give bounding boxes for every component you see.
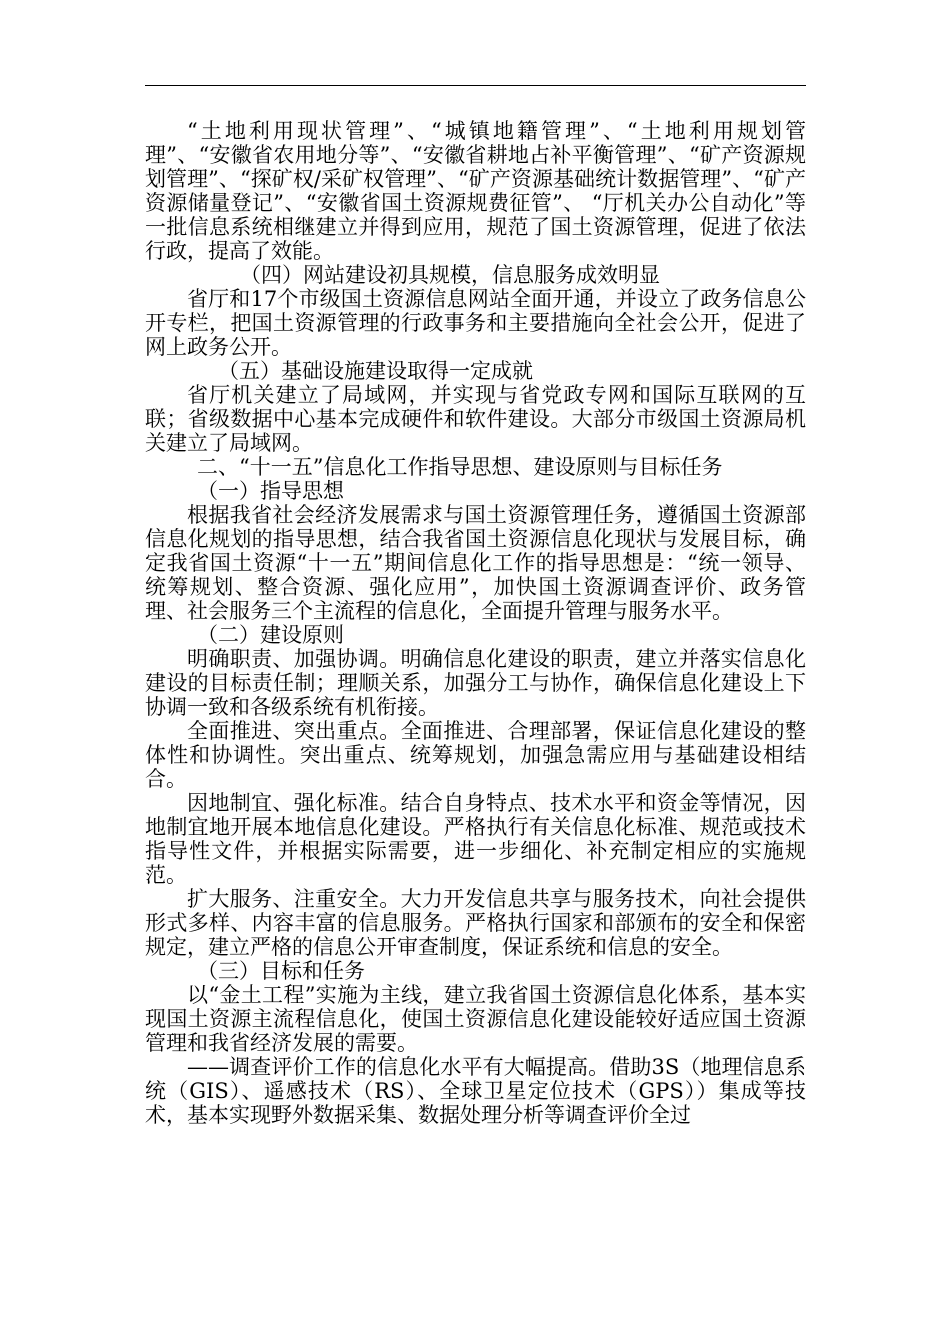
paragraph-principle-priorities: 全面推进、突出重点。全面推进、合理部署，保证信息化建设的整体性和协调性。突出重点、统筹规划，加强急需应用与基础建设相结合。 xyxy=(145,719,806,791)
paragraph-principle-security: 扩大服务、注重安全。大力开发信息共享与服务技术，向社会提供形式多样、内容丰富的信息服务。严格执行国家和部颁布的安全和保密规定，建立严格的信息公开审查制度，保证系统和信息的安全。 xyxy=(145,887,806,959)
header-rule xyxy=(145,85,806,86)
section-heading-websites: （四）网站建设初具规模，信息服务成效明显 xyxy=(240,263,660,287)
section-heading-infrastructure: （五）基础设施建设取得一定成就 xyxy=(218,359,533,383)
paragraph-principle-standards: 因地制宜、强化标准。结合自身特点、技术水平和资金等情况，因地制宜地开展本地信息化建设。严格执行有关信息化标准、规范或技术指导性文件，并根据实际需要，进一步细化、补充制定相应的实施规范。 xyxy=(145,791,806,887)
section-heading-principles: （二）建设原则 xyxy=(197,623,344,647)
section-heading-goals: （三）目标和任务 xyxy=(197,959,365,983)
section-heading-guiding-thought: （一）指导思想 xyxy=(197,479,344,503)
paragraph-information-systems: “土地利用现状管理”、“城镇地籍管理”、“土地利用规划管理”、“安徽省农用地分等”、“安徽省耕地占补平衡管理”、“矿产资源规划管理”、“探矿权/采矿权管理”、“矿产资源基础统计数据管理”、“矿产资源储量登记”、“安徽省国土资源规费征管”、 “厅机关办公自动化”等一批信息系统相继建立并得到应用，规范了国土资源管理，促进了依法行政，提高了效能。 xyxy=(145,119,806,263)
document-body xyxy=(145,119,806,1127)
paragraph-survey-informatization: ——调查评价工作的信息化水平有大幅提高。借助3S（地理信息系统（GIS）、遥感技术（RS）、全球卫星定位技术（GPS））集成等技术，基本实现野外数据采集、数据处理分析等调查评价全过 xyxy=(145,1055,806,1127)
paragraph-principle-coordination: 明确职责、加强协调。明确信息化建设的职责，建立并落实信息化建设的目标责任制；理顺关系，加强分工与协作，确保信息化建设上下协调一致和各级系统有机衔接。 xyxy=(145,647,806,719)
paragraph-guiding-thought: 根据我省社会经济发展需求与国土资源管理任务，遵循国土资源部信息化规划的指导思想，结合我省国土资源信息化现状与发展目标，确定我省国土资源“十一五”期间信息化工作的指导思想是：“统一领导、统筹规划、整合资源、强化应用”，加快国土资源调查评价、政务管理、社会服务三个主流程的信息化，全面提升管理与服务水平。 xyxy=(145,503,806,623)
paragraph-websites: 省厅和17个市级国土资源信息网站全面开通，并设立了政务信息公开专栏，把国土资源管理的行政事务和主要措施向全社会公开，促进了网上政务公开。 xyxy=(145,287,806,359)
paragraph-infrastructure: 省厅机关建立了局域网，并实现与省党政专网和国际互联网的互联；省级数据中心基本完成硬件和软件建设。大部分市级国土资源局机关建立了局域网。 xyxy=(145,383,806,455)
paragraph-goals: 以“金土工程”实施为主线，建立我省国土资源信息化体系，基本实现国土资源主流程信息化，使国土资源信息化建设能较好适应国土资源管理和我省经济发展的需要。 xyxy=(145,983,806,1055)
chapter-heading-guiding-ideas: 二、“十一五”信息化工作指导思想、建设原则与目标任务 xyxy=(197,455,723,479)
